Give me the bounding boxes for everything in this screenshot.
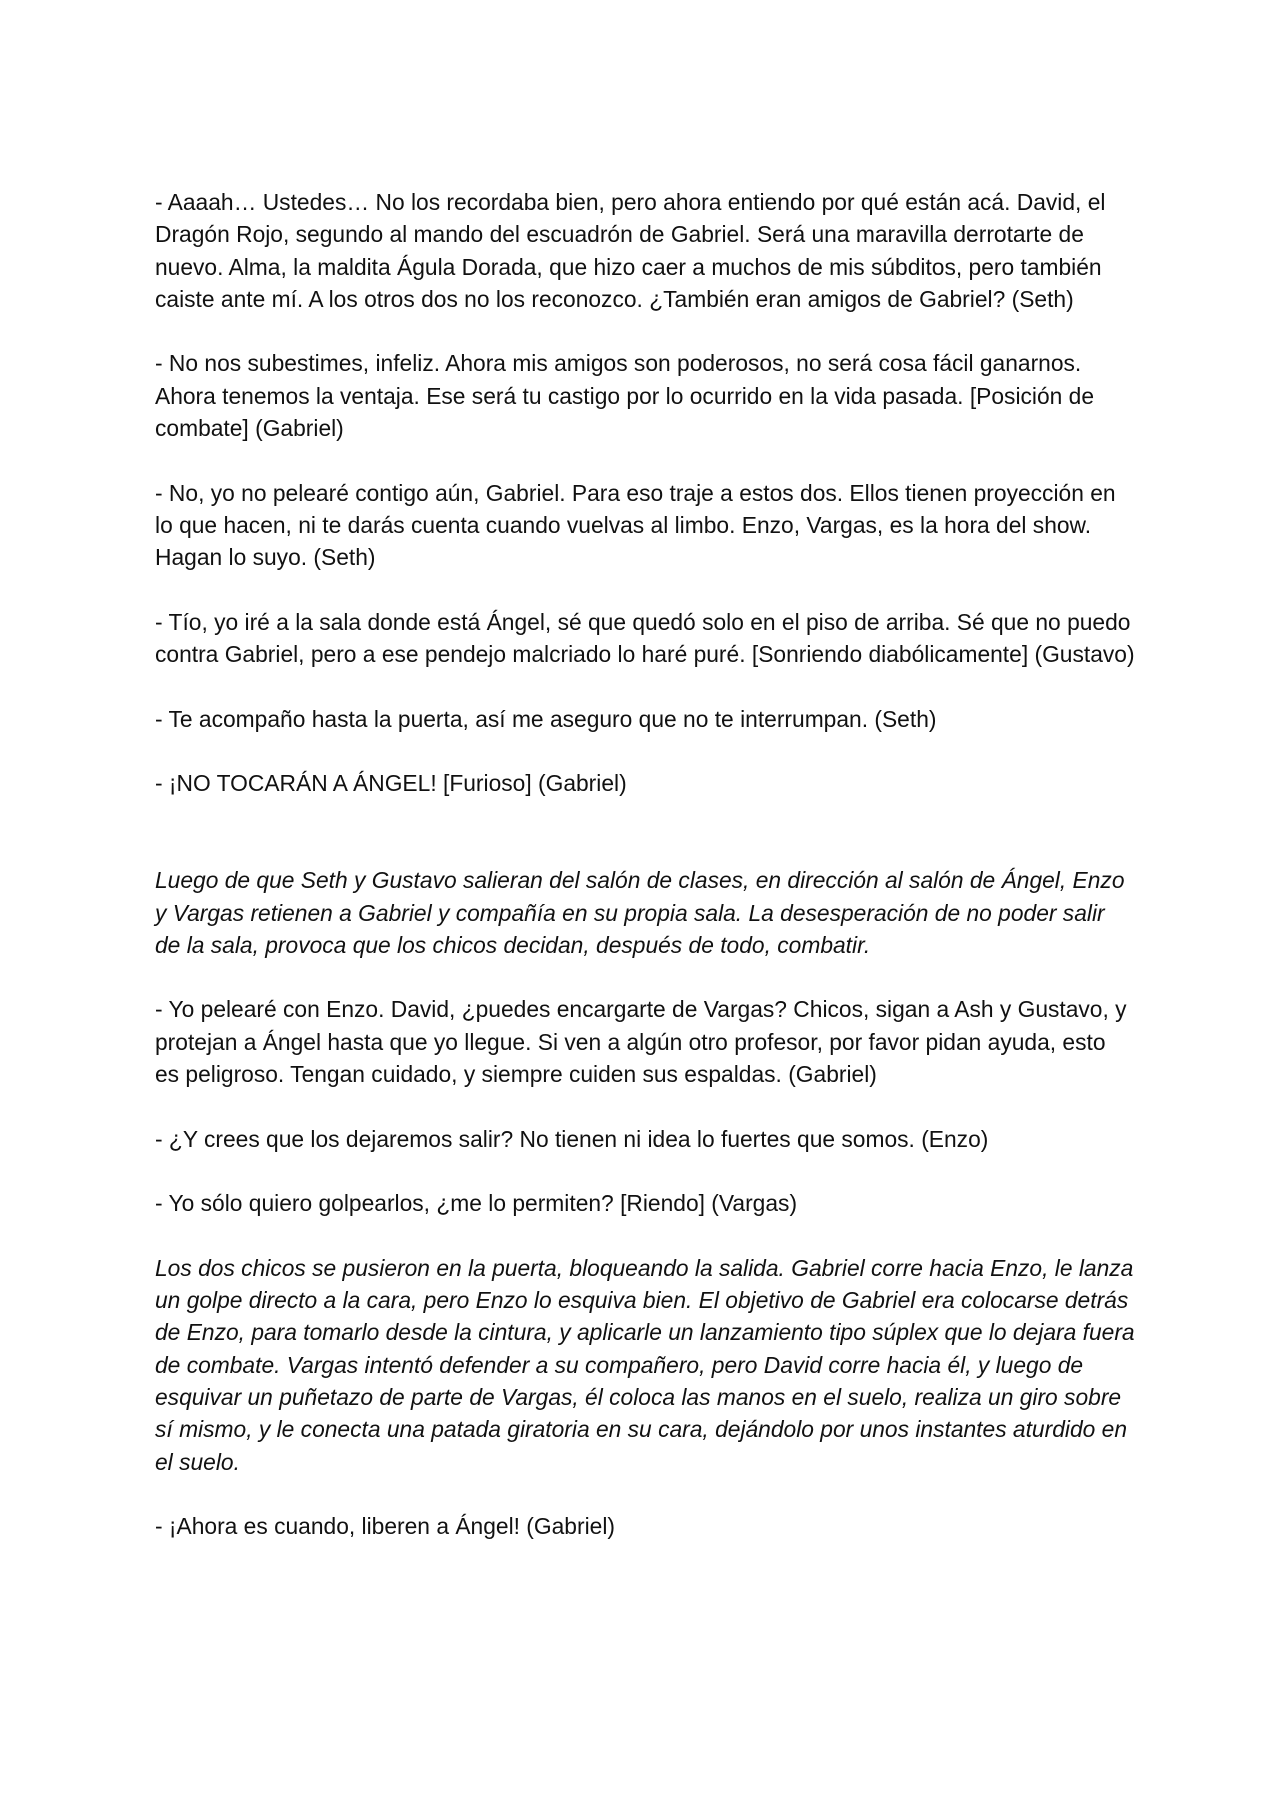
dialogue-paragraph: - Yo sólo quiero golpearlos, ¿me lo permiten? [Riendo] (Vargas) [155,1190,798,1217]
dialogue-paragraph: - No nos subestimes, infeliz. Ahora mis amigos son poderosos, no será cosa fácil ganarnos. Ahora tenemos la ventaja. Ese será tu castigo por lo ocurrido en la vida pasada. [Posición de combate] (Gabriel) [155,350,1095,442]
narration-paragraph: Los dos chicos se pusieron en la puerta, bloqueando la salida. Gabriel corre hacia Enzo, le lanza un golpe directo a la cara, pero Enzo lo esquiva bien. El objetivo de Gabriel era colocarse detrás de Enzo, para tomarlo desde la cintura, y aplicarle un lanzamiento tipo súplex que lo dejara fuera de combate. Vargas intentó defender a su compañero, pero David corre hacia él, y luego de esquivar un puñetazo de parte de Vargas, él coloca las manos en el suelo, realiza un giro sobre sí mismo, y le conecta una patada giratoria en su cara, dejándolo por unos instantes aturdido en el suelo. [155,1254,1135,1475]
dialogue-paragraph: - ¡Ahora es cuando, liberen a Ángel! (Gabriel) [155,1513,615,1540]
dialogue-paragraph: - Te acompaño hasta la puerta, así me aseguro que no te interrumpan. (Seth) [155,705,937,732]
narration-paragraph: Luego de que Seth y Gustavo salieran del salón de clases, en dirección al salón de Ángel, Enzo y Vargas retienen a Gabriel y compañía en su propia sala. La desesperación de no poder salir de la sala, provoca que los chicos decidan, después de todo, combatir. [155,867,1125,958]
dialogue-paragraph: - No, yo no pelearé contigo aún, Gabriel. Para eso traje a estos dos. Ellos tienen proyección en lo que hacen, ni te darás cuenta cuando vuelvas al limbo. Enzo, Vargas, es la hora del show. Hagan lo suyo. (Seth) [155,479,1116,571]
dialogue-paragraph: - Tío, yo iré a la sala donde está Ángel, sé que quedó solo en el piso de arriba. Sé que no puedo contra Gabriel, pero a ese pendejo malcriado lo haré puré. [Sonriendo diabólicamente] (Gustavo) [155,608,1135,668]
dialogue-paragraph: - Yo pelearé con Enzo. David, ¿puedes encargarte de Vargas? Chicos, sigan a Ash y Gustavo, y protejan a Ángel hasta que yo llegue. Si ven a algún otro profesor, por favor pidan ayuda, esto es peligroso. Tengan cuidado, y siempre cuiden sus espaldas. (Gabriel) [155,996,1127,1088]
dialogue-paragraph: - Aaaah… Ustedes… No los recordaba bien, pero ahora entiendo por qué están acá. David, el Dragón Rojo, segundo al mando del escuadrón de Gabriel. Será una maravilla derrotarte de nuevo. Alma, la maldita Águla Dorada, que hizo caer a muchos de mis súbditos, pero también caiste ante mí. A los otros dos no los reconozco. ¿También eran amigos de Gabriel? (Seth) [155,189,1106,312]
dialogue-paragraph: - ¡NO TOCARÁN A ÁNGEL! [Furioso] (Gabriel) [155,770,627,797]
document-page [155,186,1135,1575]
dialogue-paragraph: - ¿Y crees que los dejaremos salir? No tienen ni idea lo fuertes que somos. (Enzo) [155,1125,989,1152]
